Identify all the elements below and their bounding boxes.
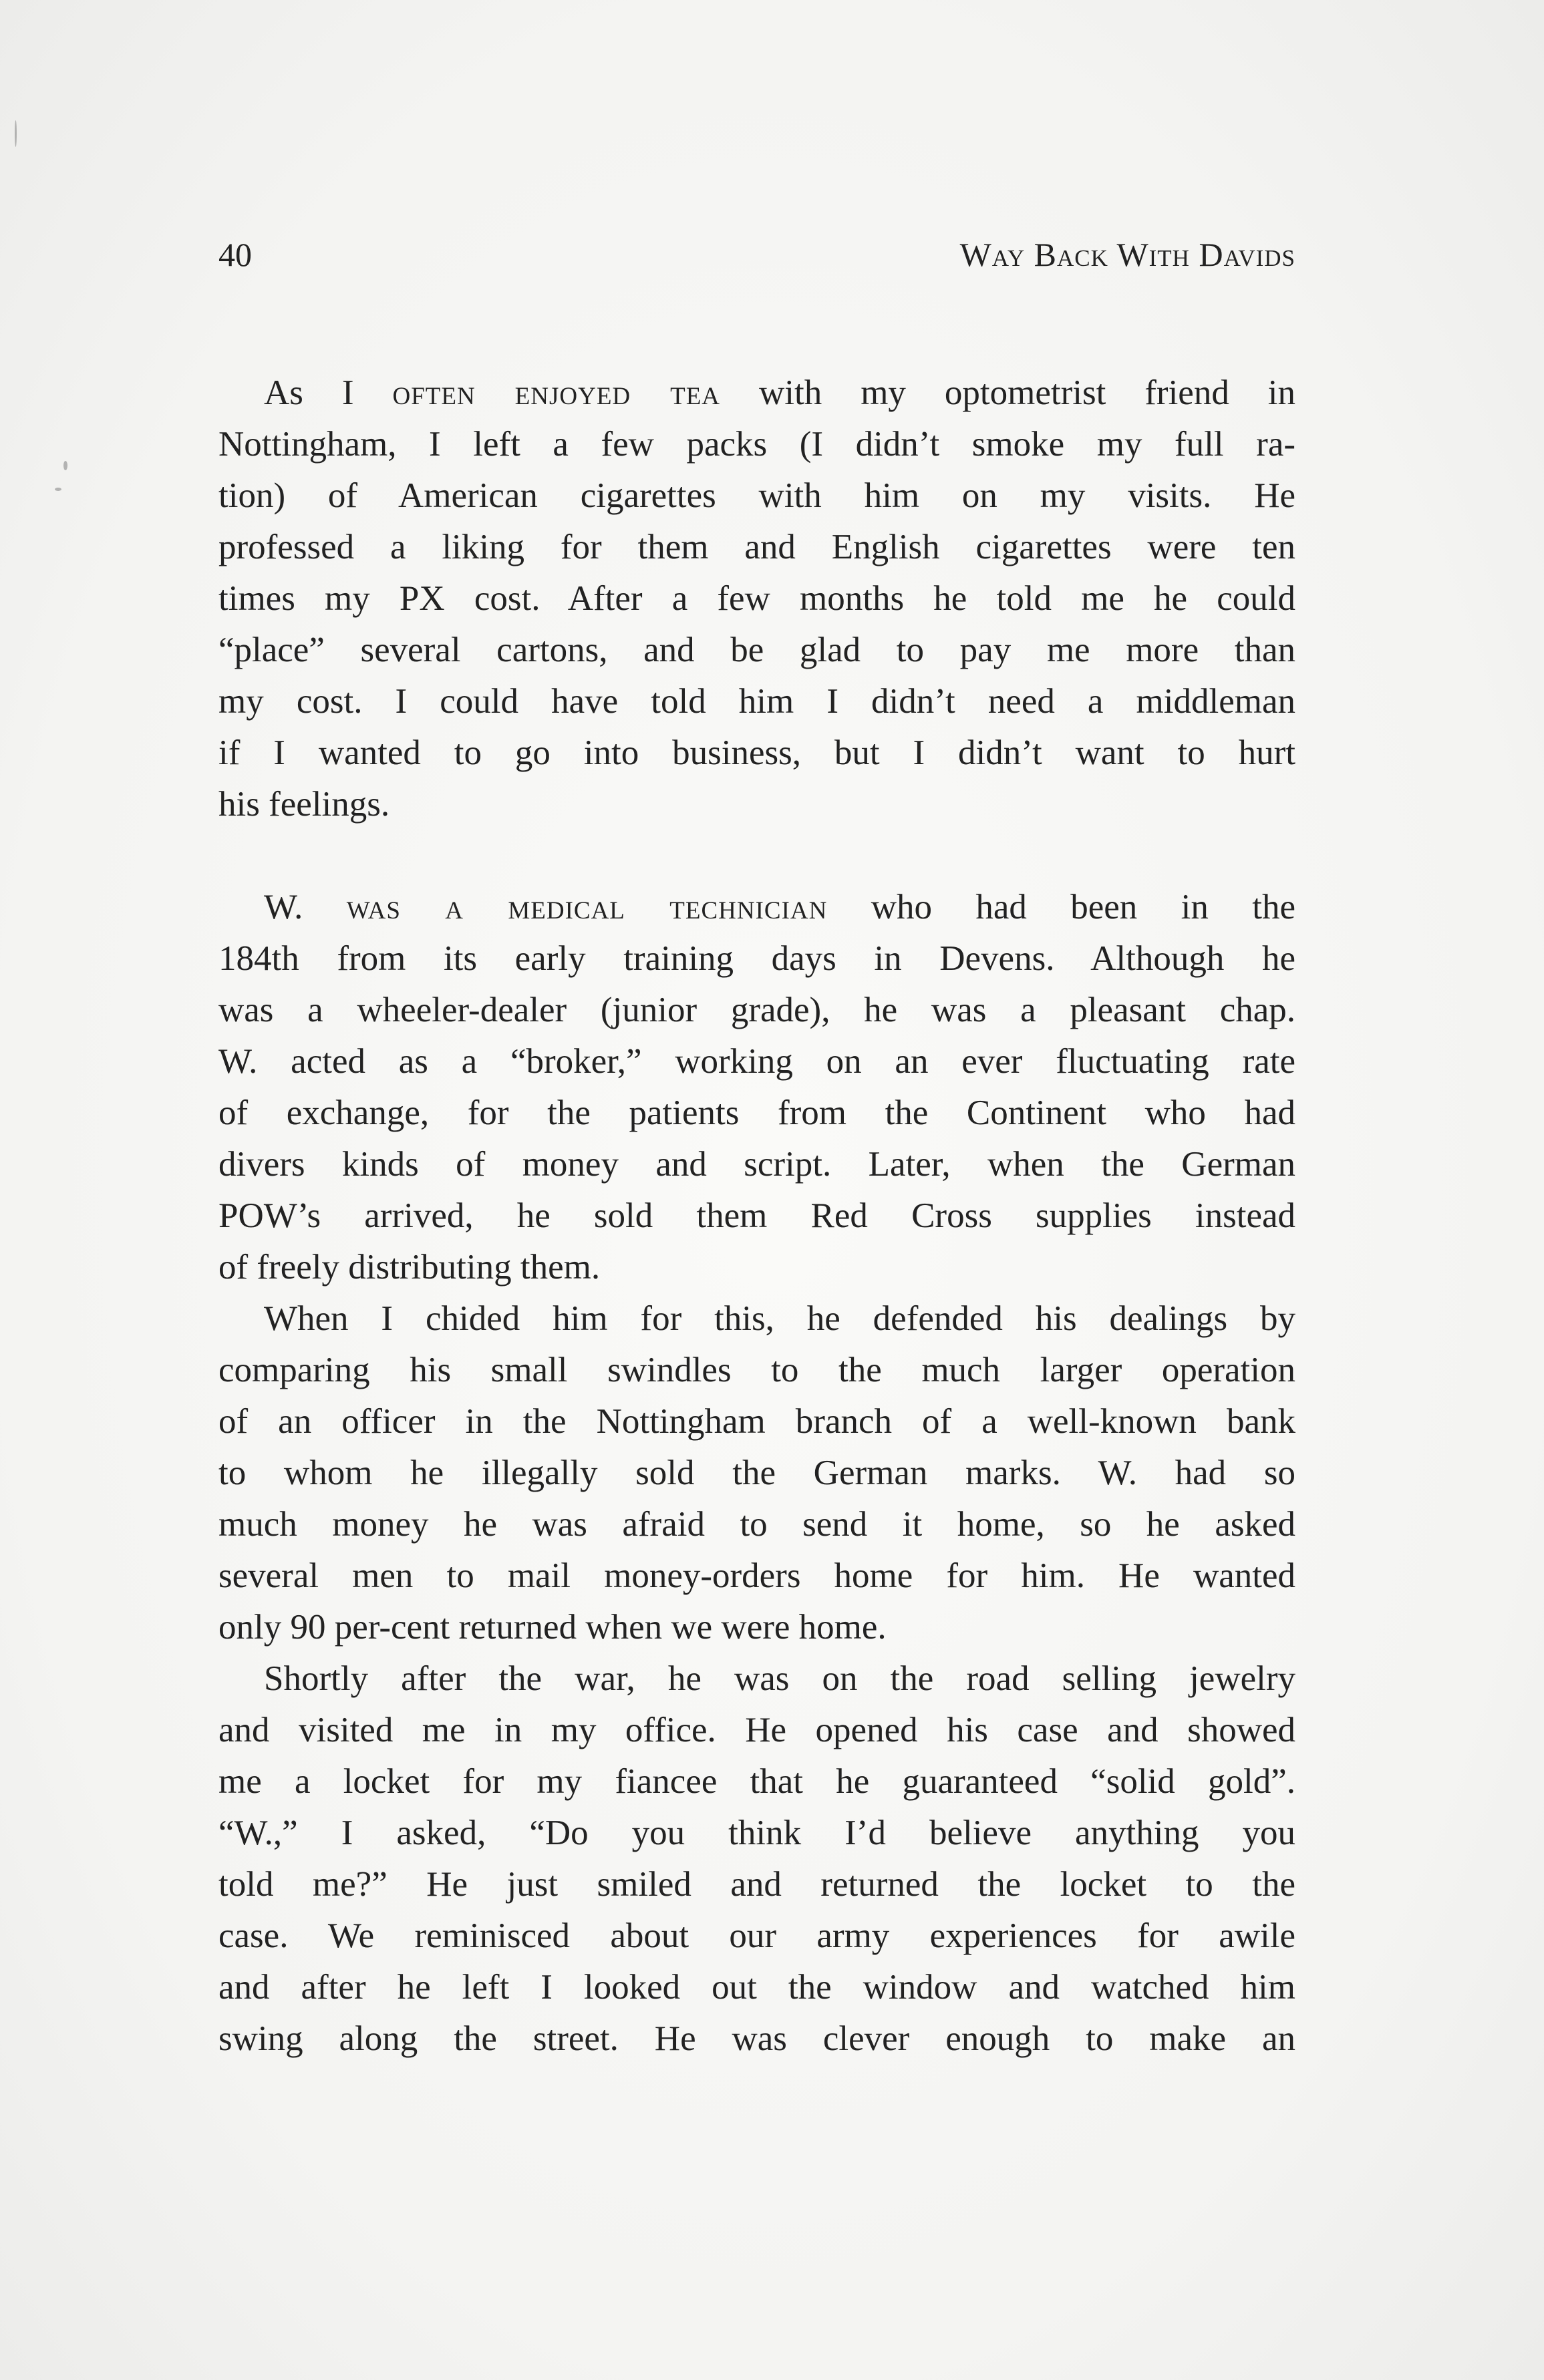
text-line: POW’s arrived, he sold them Red Cross supplies instead	[218, 1196, 1295, 1235]
text-line: of an officer in the Nottingham branch of a well-known bank	[218, 1402, 1295, 1441]
text-line: told me?” He just smiled and returned the locket to the	[218, 1865, 1295, 1904]
text-line: was a wheeler-dealer (junior grade), he was a pleasant chap.	[218, 991, 1295, 1029]
paper-speck	[55, 488, 61, 491]
text-line: my cost. I could have told him I didn’t need a middleman	[218, 682, 1295, 721]
paragraph-3	[218, 1293, 1295, 1653]
text-line: swing along the street. He was clever enough to make an	[218, 2019, 1295, 2058]
text-line: 184th from its early training days in Devens. Although he	[218, 939, 1295, 978]
text-line: divers kinds of money and script. Later, when the German	[218, 1145, 1295, 1184]
lead-small-caps: often enjoyed tea	[392, 373, 721, 412]
text-line: several men to mail money-orders home for him. He wanted	[218, 1556, 1295, 1595]
text-line: and visited me in my office. He opened his case and showed	[218, 1711, 1295, 1749]
text-line: his feelings.	[218, 785, 390, 824]
text-line: tion) of American cigarettes with him on my visits. He	[218, 476, 1295, 515]
text-line: When I chided him for this, he defended his dealings by	[264, 1299, 1295, 1338]
text-line: only 90 per-cent returned when we were home.	[218, 1608, 887, 1647]
paragraph-2	[218, 882, 1295, 1293]
text-line: comparing his small swindles to the much larger operation	[218, 1351, 1295, 1389]
paragraph-4	[218, 1653, 1295, 2065]
text-line: of exchange, for the patients from the Continent who had	[218, 1093, 1295, 1132]
text-line: if I wanted to go into business, but I didn’t want to hurt	[218, 733, 1295, 772]
text-line: much money he was afraid to send it home, so he asked	[218, 1505, 1295, 1544]
paper-speck	[63, 461, 67, 470]
text-line: of freely distributing them.	[218, 1248, 601, 1287]
paragraph-1	[218, 367, 1295, 830]
text-line: case. We reminisced about our army experiences for awile	[218, 1916, 1295, 1955]
text-line: “W.,” I asked, “Do you think I’d believe anything you	[218, 1814, 1295, 1852]
text-line: As I often enjoyed tea with my optometrist friend in	[264, 373, 1296, 412]
text-line: “place” several cartons, and be glad to pay me more than	[218, 631, 1295, 669]
lead-small-caps: was a medical technician	[346, 888, 828, 926]
running-head	[218, 227, 1295, 281]
text-line: times my PX cost. After a few months he told me he could	[218, 579, 1295, 618]
text-line: W. was a medical technician who had been in the	[264, 888, 1296, 926]
text-line: Nottingham, I left a few packs (I didn’t smoke my full ra-	[218, 425, 1295, 464]
page-number: 40	[218, 236, 252, 273]
section-break	[218, 830, 1295, 882]
lead-word: As I	[264, 373, 354, 412]
text-line: W. acted as a “broker,” working on an ever fluctuating rate	[218, 1042, 1295, 1081]
text-line: me a locket for my fiancee that he guaranteed “solid gold”.	[218, 1762, 1295, 1801]
lead-word: W.	[264, 888, 303, 926]
body-text	[218, 367, 1295, 2065]
paper-speck	[15, 120, 17, 147]
book-title: Way Back With Davids	[959, 236, 1295, 273]
text-line: to whom he illegally sold the German marks. W. had so	[218, 1454, 1295, 1492]
text-line: professed a liking for them and English cigarettes were ten	[218, 528, 1295, 566]
text-line: and after he left I looked out the window and watched him	[218, 1968, 1295, 2007]
text-line: Shortly after the war, he was on the road selling jewelry	[264, 1659, 1295, 1698]
